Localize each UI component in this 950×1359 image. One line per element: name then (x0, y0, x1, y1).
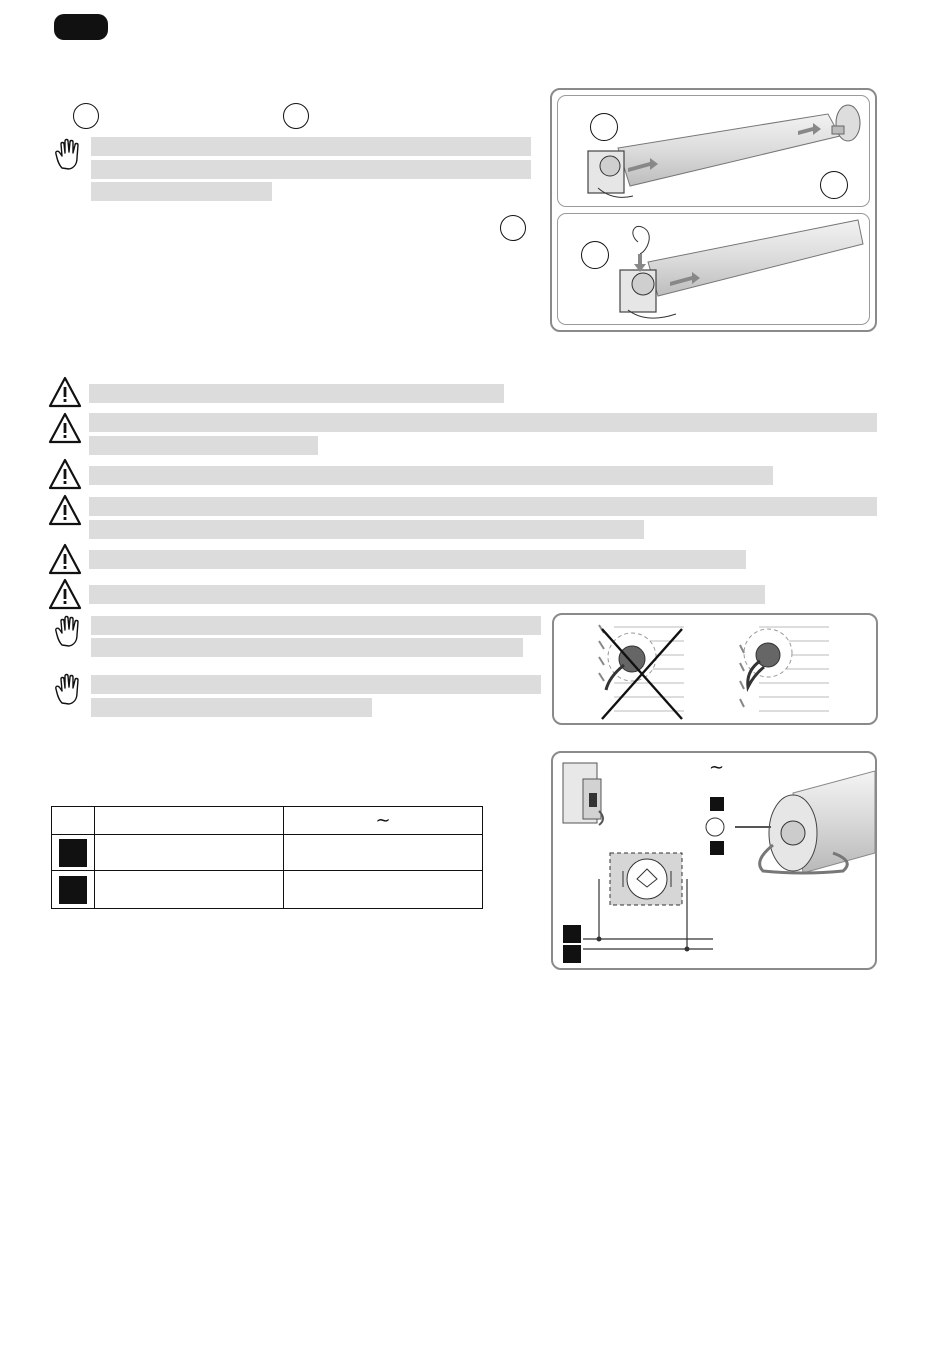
text-line (91, 160, 531, 179)
figure-marker-b (820, 171, 848, 199)
warning-triangle-icon (48, 376, 82, 408)
stop-hand-icon (52, 138, 86, 170)
wiring-table (51, 806, 483, 909)
table-header-cell (95, 807, 284, 835)
table-row (52, 871, 483, 909)
section-badge (54, 14, 108, 40)
note-text-line (91, 616, 541, 635)
warning-text-line (89, 466, 773, 485)
wire-color-cell (52, 835, 95, 871)
warning-text-line (89, 436, 318, 455)
table-header-tilde: ∼ (284, 807, 483, 835)
wiring-diagram-figure (551, 751, 877, 970)
warning-text-line (89, 384, 504, 403)
drip-loop-figure (552, 613, 878, 725)
warning-triangle-icon (48, 543, 82, 575)
warning-text-line (89, 413, 877, 432)
warning-triangle-icon (48, 578, 82, 610)
table-row (52, 835, 483, 871)
figure-insert-motor (557, 95, 870, 207)
step-marker-1 (73, 103, 99, 129)
text-line (91, 137, 531, 156)
table-cell (95, 871, 284, 909)
note-text-line (91, 638, 523, 657)
warning-triangle-icon (48, 494, 82, 526)
warning-triangle-icon (48, 458, 82, 490)
stop-hand-icon (52, 615, 86, 647)
text-line (91, 182, 272, 201)
stop-hand-icon (52, 673, 86, 705)
table-cell (95, 835, 284, 871)
note-text-line (91, 675, 541, 694)
table-cell (284, 871, 483, 909)
warning-text-line (89, 520, 644, 539)
warning-text-line (89, 550, 746, 569)
warning-text-line (89, 497, 877, 516)
warning-text-line (89, 585, 765, 604)
wire-color-swatch (59, 876, 87, 904)
figure-tilde-label: ∼ (709, 757, 725, 777)
table-cell (284, 835, 483, 871)
figure-marker-a (590, 113, 618, 141)
wire-color-cell (52, 871, 95, 909)
wire-color-swatch (59, 839, 87, 867)
warning-triangle-icon (48, 412, 82, 444)
note-text-line (91, 698, 372, 717)
figure-marker-c (581, 241, 609, 269)
motor-install-figure (550, 88, 877, 332)
step-marker-2 (283, 103, 309, 129)
step-marker-3 (500, 215, 526, 241)
table-header-cell (52, 807, 95, 835)
figure-clip-motor (557, 213, 870, 325)
